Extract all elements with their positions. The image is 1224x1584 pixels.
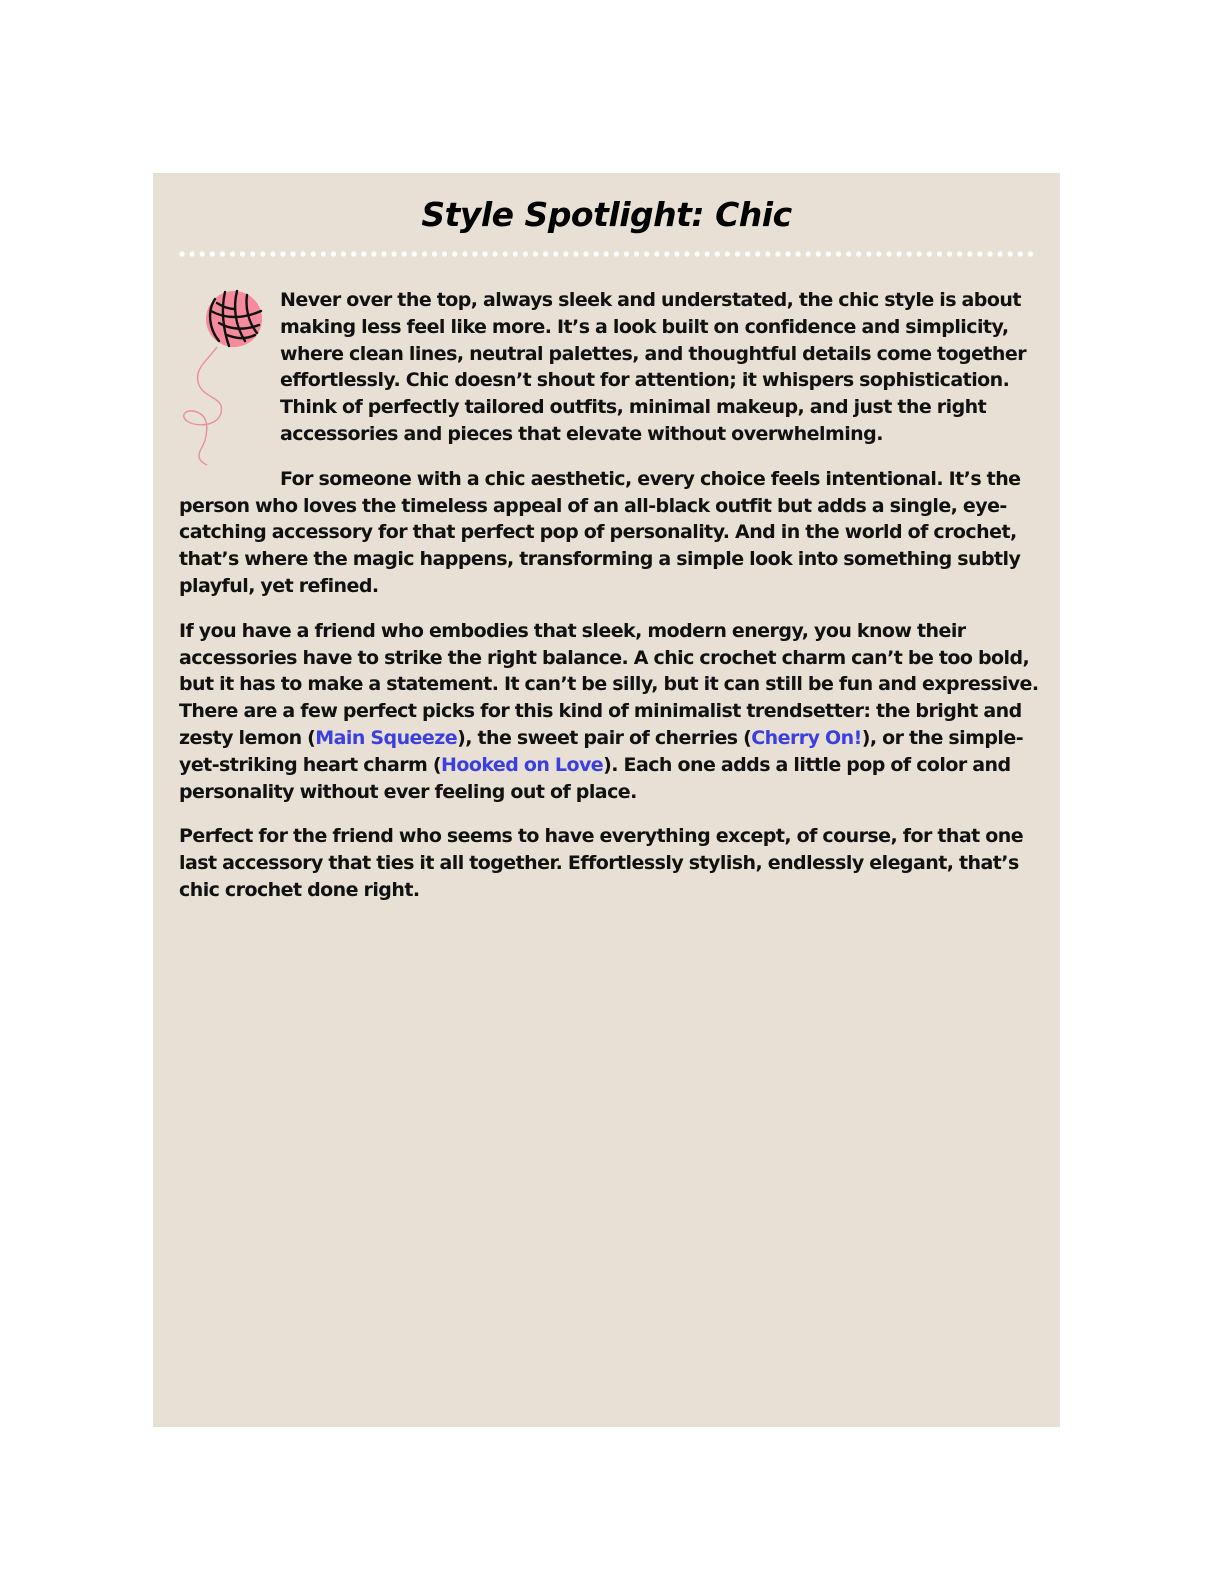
divider-dot — [321, 251, 326, 256]
divider-dot — [1028, 251, 1033, 256]
divider-dot — [654, 251, 659, 256]
divider-dot — [614, 251, 619, 256]
divider-dot — [745, 251, 750, 256]
paragraph-intro: Never over the top, always sleek and understated, the chic style is about making less feel like more. It’s a look built on confidence and simplicity, where clean lines, neutral palettes, and thoughtful details come together effortlessly. Chic doesn’t shout for attention; it whispers sophistication. Think of perfectly tailored outfits, minimal makeup, and just the right accessories and pieces that elevate without overwhelming. — [280, 289, 1027, 445]
divider-dot — [816, 251, 821, 256]
divider-dot — [412, 251, 417, 256]
divider-dot — [381, 251, 386, 256]
divider-dot — [806, 251, 811, 256]
divider-dot — [886, 251, 891, 256]
divider-dot — [927, 251, 932, 256]
divider-dot — [341, 251, 346, 256]
dotted-divider — [179, 250, 1034, 258]
divider-dot — [826, 251, 831, 256]
divider-dot — [331, 251, 336, 256]
divider-dot — [482, 251, 487, 256]
divider-dot — [270, 251, 275, 256]
divider-dot — [573, 251, 578, 256]
page-title: Style Spotlight: Chic — [421, 195, 792, 234]
divider-dot — [280, 251, 285, 256]
divider-dot — [392, 251, 397, 256]
link-main-squeeze[interactable]: Main Squeeze — [315, 726, 458, 749]
divider-dot — [987, 251, 992, 256]
divider-dot — [755, 251, 760, 256]
divider-dot — [543, 251, 548, 256]
divider-dot — [291, 251, 296, 256]
divider-dot — [684, 251, 689, 256]
divider-dot — [351, 251, 356, 256]
divider-dot — [664, 251, 669, 256]
divider-dot — [472, 251, 477, 256]
divider-dot — [957, 251, 962, 256]
paragraph-text: ), or the simple-yet-striking heart charm ( — [179, 726, 1024, 776]
divider-dot — [311, 251, 316, 256]
divider-dot — [967, 251, 972, 256]
divider-dot — [210, 251, 215, 256]
yarn-icon-spacer — [179, 287, 280, 457]
divider-dot — [836, 251, 841, 256]
content-panel — [153, 173, 1060, 1427]
article-body — [179, 287, 1045, 922]
divider-dot — [594, 251, 599, 256]
divider-dot — [634, 251, 639, 256]
divider-dot — [533, 251, 538, 256]
divider-dot — [523, 251, 528, 256]
divider-dot — [856, 251, 861, 256]
divider-dot — [785, 251, 790, 256]
divider-dot — [674, 251, 679, 256]
divider-dot — [432, 251, 437, 256]
divider-dot — [513, 251, 518, 256]
divider-dot — [503, 251, 508, 256]
divider-dot — [977, 251, 982, 256]
divider-dot — [947, 251, 952, 256]
divider-dot — [624, 251, 629, 256]
divider-dot — [402, 251, 407, 256]
divider-dot — [452, 251, 457, 256]
link-hooked-on-love[interactable]: Hooked on Love — [440, 753, 604, 776]
paragraph-text: If you have a friend who embodies that sleek, modern energy, you know their accessories have to strike the right balance. A chic crochet charm can’t be too bold, but it has to make a statement. It can’t be silly, but it can still be fun and expressive. There are a few perfect picks for this kind of minimalist trendsetter: the bright and zesty lemon ( — [179, 619, 1039, 749]
divider-dot — [250, 251, 255, 256]
divider-dot — [301, 251, 306, 256]
divider-dot — [1008, 251, 1013, 256]
paragraph-text: ). Each one adds a little pop of color and personality without ever feeling out of place. — [179, 753, 1011, 803]
divider-dot — [644, 251, 649, 256]
divider-dot — [200, 251, 205, 256]
divider-dot — [937, 251, 942, 256]
divider-dot — [705, 251, 710, 256]
divider-dot — [775, 251, 780, 256]
divider-dot — [493, 251, 498, 256]
divider-dot — [796, 251, 801, 256]
paragraph-closing: Perfect for the friend who seems to have everything except, of course, for that one last accessory that ties it all together. Effortlessly stylish, endlessly elegant, that’s chic crochet done right. — [179, 825, 1024, 901]
divider-dot — [230, 251, 235, 256]
divider-dot — [725, 251, 730, 256]
divider-dot — [240, 251, 245, 256]
paragraph-aesthetic: For someone with a chic aesthetic, every choice feels intentional. It’s the person who loves the timeless appeal of an all-black outfit but adds a single, eye-catching accessory for that perfect pop of personality. And in the world of crochet, that’s where the magic happens, transforming a simple look into something subtly playful, yet refined. — [179, 467, 1021, 597]
divider-dot — [260, 251, 265, 256]
divider-dot — [442, 251, 447, 256]
divider-dot — [765, 251, 770, 256]
paragraph-charm-picks — [179, 618, 1045, 806]
divider-dot — [1018, 251, 1023, 256]
link-cherry-on[interactable]: Cherry On! — [751, 726, 862, 749]
divider-dot — [695, 251, 700, 256]
divider-dot — [563, 251, 568, 256]
divider-dot — [553, 251, 558, 256]
divider-dot — [846, 251, 851, 256]
divider-dot — [715, 251, 720, 256]
divider-dot — [735, 251, 740, 256]
divider-dot — [604, 251, 609, 256]
divider-dot — [876, 251, 881, 256]
divider-dot — [917, 251, 922, 256]
divider-dot — [897, 251, 902, 256]
divider-dot — [462, 251, 467, 256]
divider-dot — [190, 251, 195, 256]
divider-dot — [422, 251, 427, 256]
paragraph-text: ), the sweet pair of cherries ( — [457, 726, 752, 749]
divider-dot — [866, 251, 871, 256]
divider-dot — [371, 251, 376, 256]
divider-dot — [220, 251, 225, 256]
divider-dot — [998, 251, 1003, 256]
divider-dot — [907, 251, 912, 256]
divider-dot — [179, 251, 184, 256]
divider-dot — [583, 251, 588, 256]
divider-dot — [361, 251, 366, 256]
